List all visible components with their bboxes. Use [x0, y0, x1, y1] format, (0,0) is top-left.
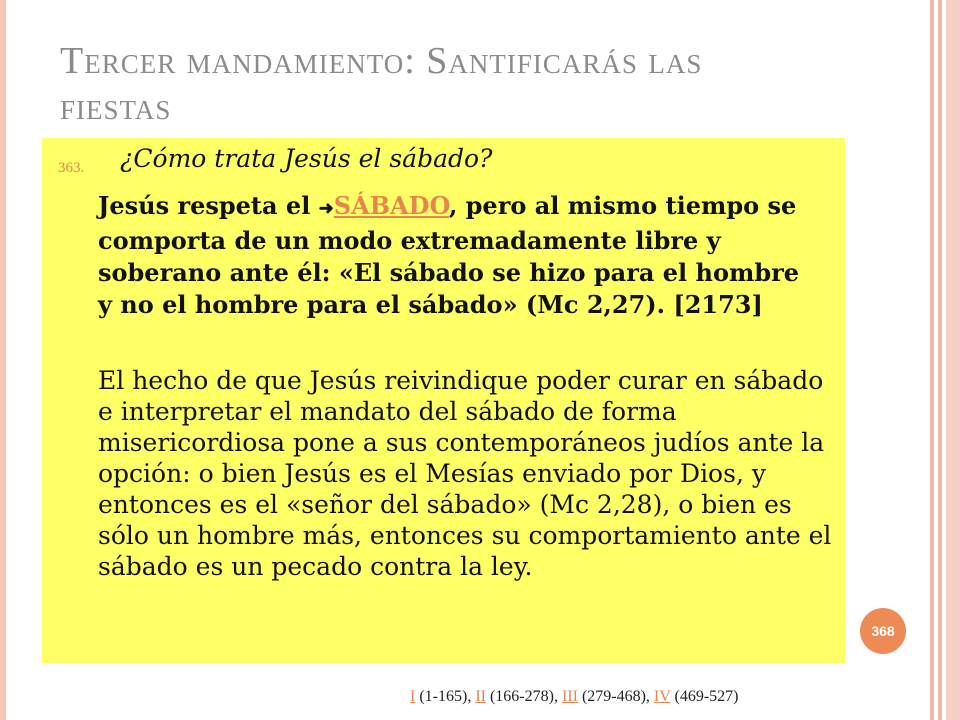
right-decorative-stripes: [916, 0, 960, 720]
footer-link-3[interactable]: III: [561, 688, 578, 705]
footer-navigation: I (1-165), II (166-278), III (279-468), IV (469-527): [410, 688, 739, 705]
footer-link-4[interactable]: IV: [653, 688, 671, 705]
question-text: ¿Cómo trata Jesús el sábado?: [120, 144, 493, 173]
answer-rest: , pero al mismo tiempo se comporta de un modo extremadamente libre y soberano ante él: «El sábado se hizo para el hombre y no el hombre para el sábado» (Mc 2,27). [2173]: [98, 191, 800, 319]
question-number: 363.: [58, 160, 85, 176]
arrow-icon: ➜: [318, 198, 334, 219]
left-border-stripe: [0, 0, 6, 720]
sabado-link[interactable]: SÁBADO: [333, 191, 449, 220]
body-paragraph: El hecho de que Jesús reivindique poder curar en sábado e interpretar el mandato del sábado de forma misericordiosa pone a sus contemporáneos judíos ante la opción: o bien Jesús es el Mesías enviado por Dios, y entonces es el «señor del sábado» (Mc 2,28), o bien es sólo un hombre más, entonces su comportamiento ante el sábado es un pecado contra la ley.: [98, 366, 832, 581]
footer-range-3: (279-468): [581, 688, 646, 705]
answer-intro: Jesús respeta el: [98, 191, 311, 220]
slide-title: Tercer mandamiento: Santificarás las fiestas: [60, 40, 703, 128]
footer-range-2: (166-278): [489, 688, 554, 705]
footer-link-2[interactable]: II: [475, 688, 486, 705]
footer-range-1: (1-165): [419, 688, 468, 705]
footer-link-1[interactable]: I: [410, 688, 416, 705]
footer-range-4: (469-527): [674, 688, 739, 705]
answer-paragraph: [98, 190, 818, 321]
page-number-badge: 368: [860, 608, 906, 654]
